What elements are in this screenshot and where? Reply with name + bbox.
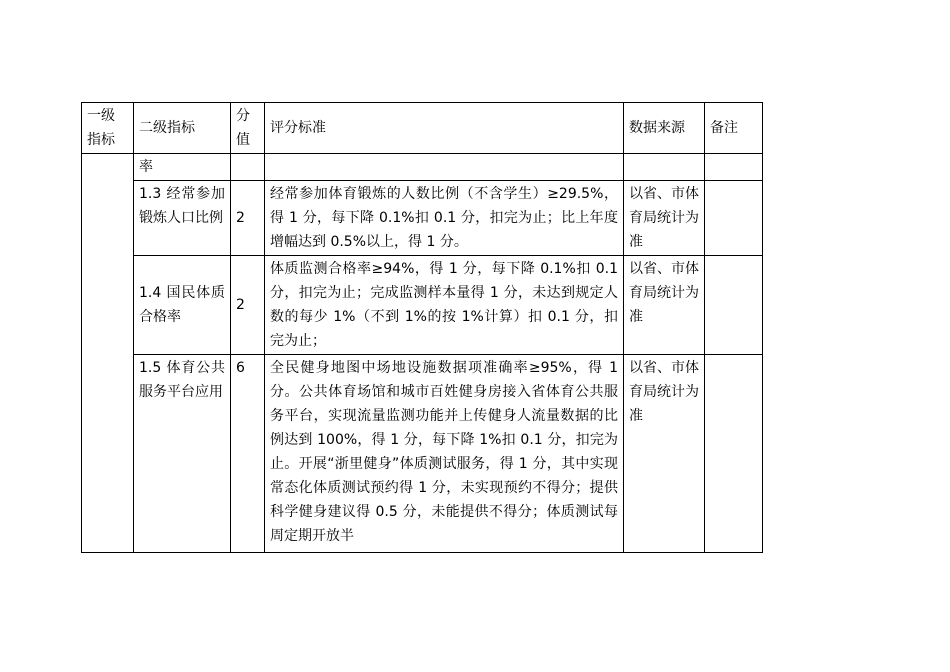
row-score: 2 [231,181,265,256]
row-source: 以省、市体育局统计为准 [624,181,705,256]
header-level2: 二级指标 [134,103,231,154]
table-header-row [82,103,763,154]
header-source: 数据来源 [624,103,705,154]
row-note [705,355,763,553]
table-row [82,256,763,355]
header-criteria: 评分标准 [265,103,624,154]
row-level2: 率 [134,154,231,181]
row-note [705,256,763,355]
header-score: 分 值 [231,103,265,154]
row-level2: 1.3 经常参加锻炼人口比例 [134,181,231,256]
row-level2: 1.4 国民体质合格率 [134,256,231,355]
table-row [82,355,763,553]
row-source: 以省、市体育局统计为准 [624,256,705,355]
row-note [705,154,763,181]
row-source: 以省、市体育局统计为准 [624,355,705,553]
row-score [231,154,265,181]
row-score: 2 [231,256,265,355]
header-note: 备注 [705,103,763,154]
scoring-table [81,102,763,553]
row-score: 6 [231,355,265,553]
row-criteria [265,154,624,181]
level1-cell [82,154,134,553]
row-criteria: 体质监测合格率≥94%，得 1 分，每下降 0.1%扣 0.1 分，扣完为止；完成监测样本量得 1 分，未达到规定人数的每少 1%（不到 1%的按 1%计算）扣 0.1 分，扣完为止； [265,256,624,355]
table-row [82,181,763,256]
row-source [624,154,705,181]
row-note [705,181,763,256]
row-criteria: 经常参加体育锻炼的人数比例（不含学生）≥29.5%，得 1 分，每下降 0.1%扣 0.1 分，扣完为止；比上年度增幅达到 0.5%以上，得 1 分。 [265,181,624,256]
row-criteria: 全民健身地图中场地设施数据项准确率≥95%，得 1 分。公共体育场馆和城市百姓健身房接入省体育公共服务平台，实现流量监测功能并上传健身人流量数据的比例达到 100%，得 1 分，每下降 1%扣 0.1 分，扣完为止。开展“浙里健身”体质测试服务，得 1 分，其中实现常态化体质测试预约得 1 分，未实现预约不得分；提供科学健身建议得 0.5 分，未能提供不得分；体质测试每周定期开放半 [265,355,624,553]
header-level1: 一级 指标 [82,103,134,154]
table-row [82,154,763,181]
row-level2: 1.5 体育公共服务平台应用 [134,355,231,553]
